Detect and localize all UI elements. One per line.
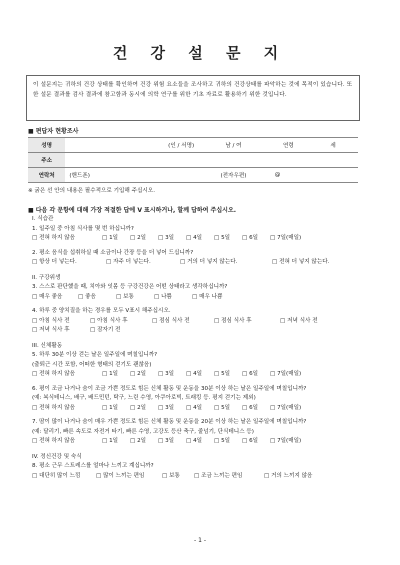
option-checkbox[interactable]: □ 조금 느끼는 편임 — [194, 472, 243, 479]
option-checkbox[interactable]: □ 전혀 하지 않음 — [32, 235, 76, 241]
option-checkbox[interactable]: □ 3일 — [158, 438, 175, 444]
option-checkbox[interactable]: □ 6일 — [242, 371, 259, 377]
option-checkbox[interactable]: □ 5일 — [214, 404, 231, 411]
respondent-heading: ■ 편답자 현황조사 — [28, 128, 79, 135]
question-text: 6. 평이 조금 나거나 숨이 조금 가쁜 정도로 힘든 신체 활동 및 운동을 30분 이상 하는 날은 일주일에 며칠입니까? — [32, 385, 307, 392]
option-checkbox[interactable]: □ 나쁨 — [154, 293, 172, 300]
option-checkbox[interactable]: □ 7일(매일) — [270, 235, 302, 241]
question-block — [32, 215, 362, 481]
option-checkbox[interactable]: □ 2일 — [130, 371, 147, 377]
option-checkbox[interactable]: □ 1일 — [102, 438, 119, 444]
option-checkbox[interactable]: □ 4일 — [186, 404, 203, 411]
required-note: ※ 굵은 선 안의 내용은 필수적으로 기입해 주십시오. — [28, 188, 155, 194]
respondent-table — [28, 137, 358, 183]
option-checkbox[interactable]: □ 잠자기 전 — [90, 327, 121, 333]
option-row — [32, 234, 362, 244]
option-checkbox[interactable]: □ 1일 — [102, 404, 119, 411]
option-checkbox[interactable]: □ 3일 — [158, 404, 175, 411]
option-checkbox[interactable]: □ 매우 나쁨 — [192, 293, 223, 300]
option-checkbox[interactable]: □ 2일 — [130, 404, 147, 411]
question-text: 5. 하루 30분 이상 걷는 날은 일주일에 며칠입니까? — [32, 352, 158, 358]
option-checkbox[interactable]: □ 저녁 식사 전 — [280, 317, 318, 324]
option-checkbox[interactable]: □ 점심 식사 후 — [214, 317, 252, 324]
option-checkbox[interactable]: □ 전혀 하지 않음 — [32, 404, 76, 411]
address-label: 주소 — [28, 153, 65, 168]
instruction-heading: ■ 다음 각 문항에 대해 가장 적절한 답에 V 표시하거나, 할께 답하여 주십시오. — [28, 207, 237, 214]
contact-label: 연락처 — [28, 168, 65, 183]
option-checkbox[interactable]: □ 항상 더 넣는다. — [32, 259, 77, 265]
question-text: 2. 평소 음식을 섭취하실 때 소금이나 간장 등을 더 넣어 드십니까? — [32, 249, 194, 256]
option-checkbox[interactable]: □ 3일 — [158, 371, 175, 377]
option-checkbox[interactable]: □ 1일 — [102, 371, 119, 377]
age-field[interactable]: 세 — [308, 138, 358, 153]
option-checkbox[interactable]: □ 7일(매일) — [270, 371, 302, 377]
option-checkbox[interactable]: □ 7일(매일) — [270, 404, 302, 411]
option-checkbox[interactable]: □ 보통 — [162, 472, 180, 479]
question-text: 7. 땀이 많이 나거나 숨이 매우 가쁜 정도로 힘든 신체 활동 및 운동을 20분 이상 하는 날은 일주일에 며칠입니까? — [32, 419, 307, 425]
option-checkbox[interactable]: □ 매우 좋음 — [32, 293, 63, 300]
option-checkbox[interactable]: □ 거의 더 넣지 않는다. — [180, 259, 238, 265]
option-checkbox[interactable]: □ 거의 느끼지 않음 — [264, 472, 313, 479]
question-text: 3. 스스로 판단했을 때, 치아와 잇몸 등 구강건강은 어떤 상태라고 생각하십니까? — [32, 284, 228, 290]
page-number: - 1 - — [194, 537, 206, 544]
mobile-field[interactable]: (핸드폰) — [65, 168, 198, 183]
option-checkbox[interactable]: □ 아침 식사 전 — [32, 317, 70, 324]
option-row — [32, 258, 362, 268]
option-checkbox[interactable]: □ 1일 — [102, 235, 119, 241]
option-checkbox[interactable]: □ 많이 느끼는 편임 — [96, 472, 145, 479]
name-label: 성명 — [28, 138, 65, 153]
option-row — [32, 326, 362, 336]
section-title: II. 구강위생 — [32, 274, 61, 281]
option-checkbox[interactable]: □ 아침 식사 후 — [90, 317, 128, 324]
option-checkbox[interactable]: □ 2일 — [130, 235, 147, 241]
option-checkbox[interactable]: □ 전혀 하지 않음 — [32, 371, 76, 377]
option-checkbox[interactable]: □ 4일 — [186, 438, 203, 444]
option-checkbox[interactable]: □ 저녁 식사 후 — [32, 327, 70, 333]
section-title: I. 식습관 — [32, 216, 54, 222]
option-checkbox[interactable]: □ 7일(매일) — [270, 438, 302, 444]
option-row — [32, 317, 362, 327]
question-text: 1. 일주일 중 아침 식사를 몇 번 하십니까? — [32, 225, 134, 232]
option-checkbox[interactable]: □ 전혀 하지 않음 — [32, 438, 76, 444]
option-checkbox[interactable]: □ 2일 — [130, 438, 147, 444]
address-field[interactable] — [65, 153, 358, 168]
option-row — [32, 293, 362, 303]
question-text: 4. 하루 중 양치질을 하는 경우를 모두 V표시 해주십시오. — [32, 308, 171, 314]
option-row — [32, 472, 362, 482]
option-checkbox[interactable]: □ 전혀 더 넣지 않는다. — [272, 259, 330, 265]
question-subtext: (출퇴근 시간 포함, 어떠한 형태의 걷기도 괜찮음) — [32, 361, 152, 368]
option-checkbox[interactable]: □ 좋음 — [78, 293, 96, 300]
email-field[interactable]: (전자우편) — [198, 168, 269, 183]
option-checkbox[interactable]: □ 3일 — [158, 235, 175, 241]
option-checkbox[interactable]: □ 6일 — [242, 235, 259, 241]
option-checkbox[interactable]: □ 6일 — [242, 438, 259, 444]
name-field[interactable]: (인 / 서명) — [65, 138, 198, 153]
option-checkbox[interactable]: □ 자주 더 넣는다. — [106, 259, 151, 265]
option-checkbox[interactable]: □ 4일 — [186, 235, 203, 241]
option-checkbox[interactable]: □ 보통 — [116, 293, 134, 300]
option-row — [32, 437, 362, 447]
question-subtext: (예: 달리기, 빠른 속도로 자전거 타기, 빠른 수영, 고강도 등산 축구, 줄넘기, 단식테니스 등) — [32, 428, 254, 435]
option-checkbox[interactable]: □ 대단히 많이 느낌 — [32, 472, 81, 479]
option-checkbox[interactable]: □ 점심 식사 전 — [152, 317, 190, 324]
section-title: III. 신체활동 — [32, 342, 63, 349]
option-row — [32, 370, 362, 380]
option-checkbox[interactable]: □ 5일 — [214, 438, 231, 444]
intro-box: 이 설문지는 귀하의 건강 상태를 확인하여 건강 위험 요소들을 조사하고 귀하의 건강상태를 파악하는 것에 목적이 있습니다. 또한 설문 결과를 검사 결과에 참고함과 동시에 의학 연구를 위한 기초 자료로 활용하기 위한 것입니다. — [26, 75, 360, 121]
option-checkbox[interactable]: □ 6일 — [242, 404, 259, 411]
option-checkbox[interactable]: □ 5일 — [214, 235, 231, 241]
document-title: 건 강 설 문 지 — [112, 44, 288, 62]
section-title: IV. 정신건강 및 숙식 — [32, 453, 82, 460]
option-row — [32, 404, 362, 414]
option-checkbox[interactable]: □ 4일 — [186, 371, 203, 377]
age-label: 연령 — [269, 138, 308, 153]
question-subtext: (예: 복식테니스, 배구, 배드민턴, 탁구, 느린 수영, 아쿠아로빅, 트래킹 등. 평지 걷기는 제외) — [32, 395, 256, 401]
option-checkbox[interactable]: □ 5일 — [214, 371, 231, 377]
email-at: @ — [269, 168, 358, 183]
question-text: 8. 평소 근무 스트레스를 얼마나 느끼고 계십니까? — [32, 463, 154, 469]
gender-field[interactable]: 남 / 여 — [198, 138, 269, 153]
